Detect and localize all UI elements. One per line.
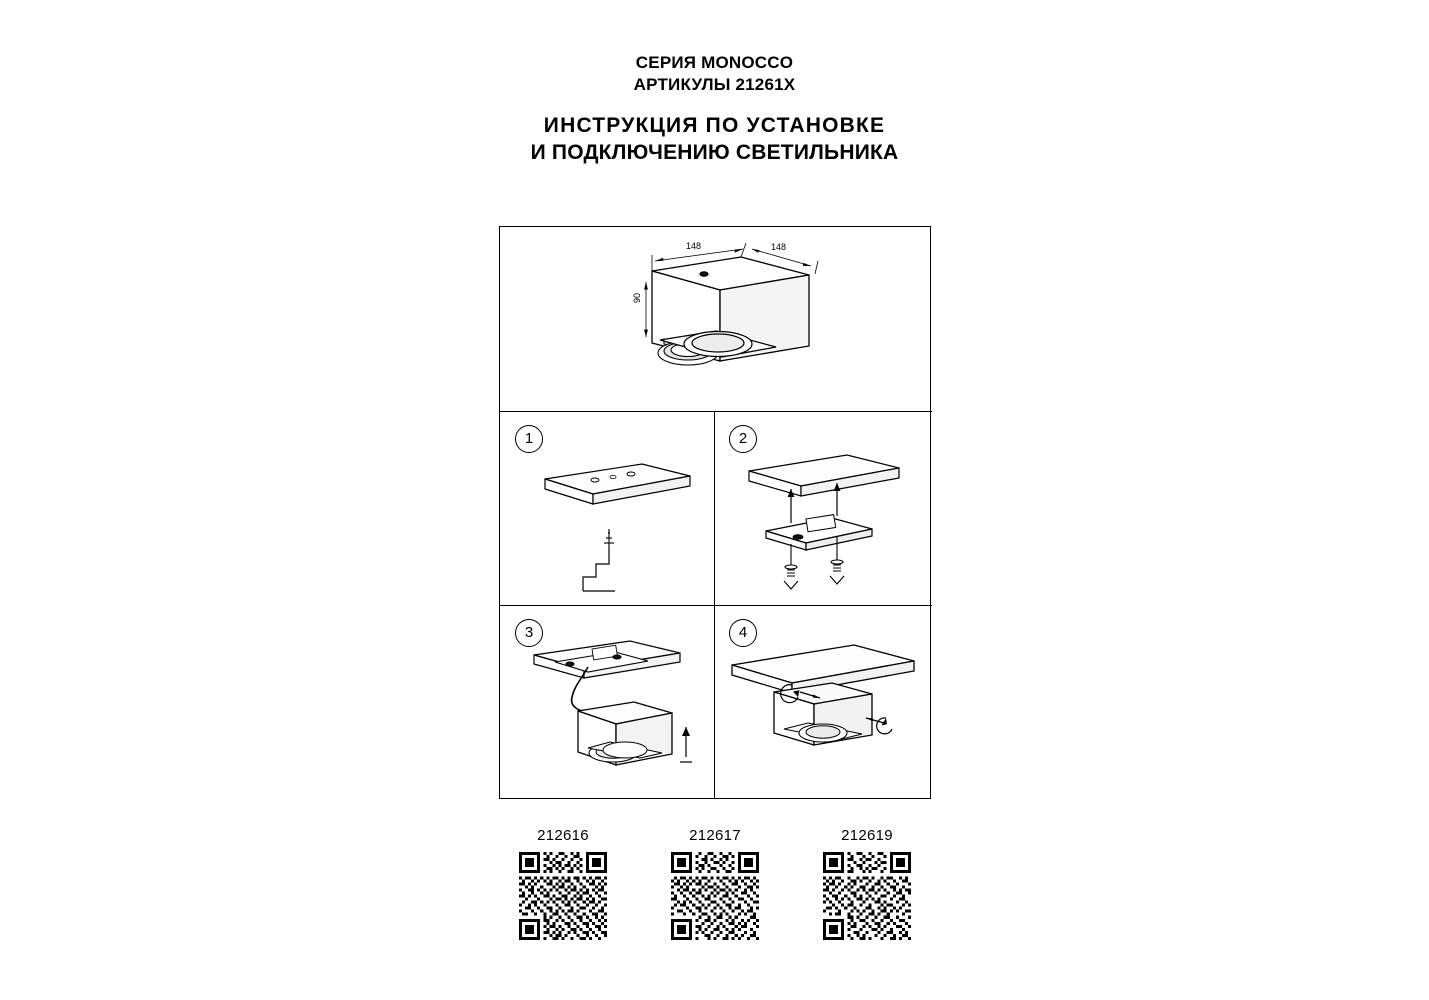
cable-hole (700, 272, 708, 277)
page-title-line-2: И ПОДКЛЮЧЕНИЮ СВЕТИЛЬНИКА (530, 141, 899, 164)
step-2-cell (714, 411, 932, 605)
page-title (0, 112, 1429, 166)
product-dimension-drawing (500, 227, 932, 411)
code-label-2: 212617 (689, 827, 741, 844)
qr-code-212619 (823, 852, 911, 940)
qr-code-212616 (519, 852, 607, 940)
qr-code-212617 (671, 852, 759, 940)
push-up-arrow (680, 727, 692, 762)
dimension-depth-label: 148 (771, 242, 787, 252)
step-2-badge: 2 (729, 425, 757, 453)
document-header (0, 52, 1429, 166)
code-item-1 (499, 826, 627, 940)
power-symbol (604, 529, 614, 547)
series-label: СЕРИЯ MONOCCO (635, 53, 794, 72)
plate-hole-2 (627, 472, 635, 476)
step-4-cell (714, 605, 932, 798)
step-3-cell (500, 605, 714, 798)
page-title-line-1: ИНСТРУКЦИЯ ПО УСТАНОВКЕ (543, 114, 886, 137)
step-1-cell (500, 411, 714, 605)
product-dimensions-cell (500, 227, 932, 411)
diagram-frame (499, 226, 931, 799)
article-label: АРТИКУЛЫ 21261X (633, 75, 796, 94)
code-label-3: 212619 (841, 827, 893, 844)
code-item-2 (651, 826, 779, 940)
step-4-badge: 4 (729, 619, 757, 647)
dimension-height-label: 90 (632, 292, 642, 303)
code-label-1: 212616 (537, 827, 589, 844)
code-item-3 (803, 826, 931, 940)
plate-hole-1 (591, 478, 599, 482)
step-3-badge: 3 (515, 619, 543, 647)
step-1-badge: 1 (515, 425, 543, 453)
product-code-list (499, 826, 931, 956)
dimension-width-label: 148 (686, 241, 702, 251)
